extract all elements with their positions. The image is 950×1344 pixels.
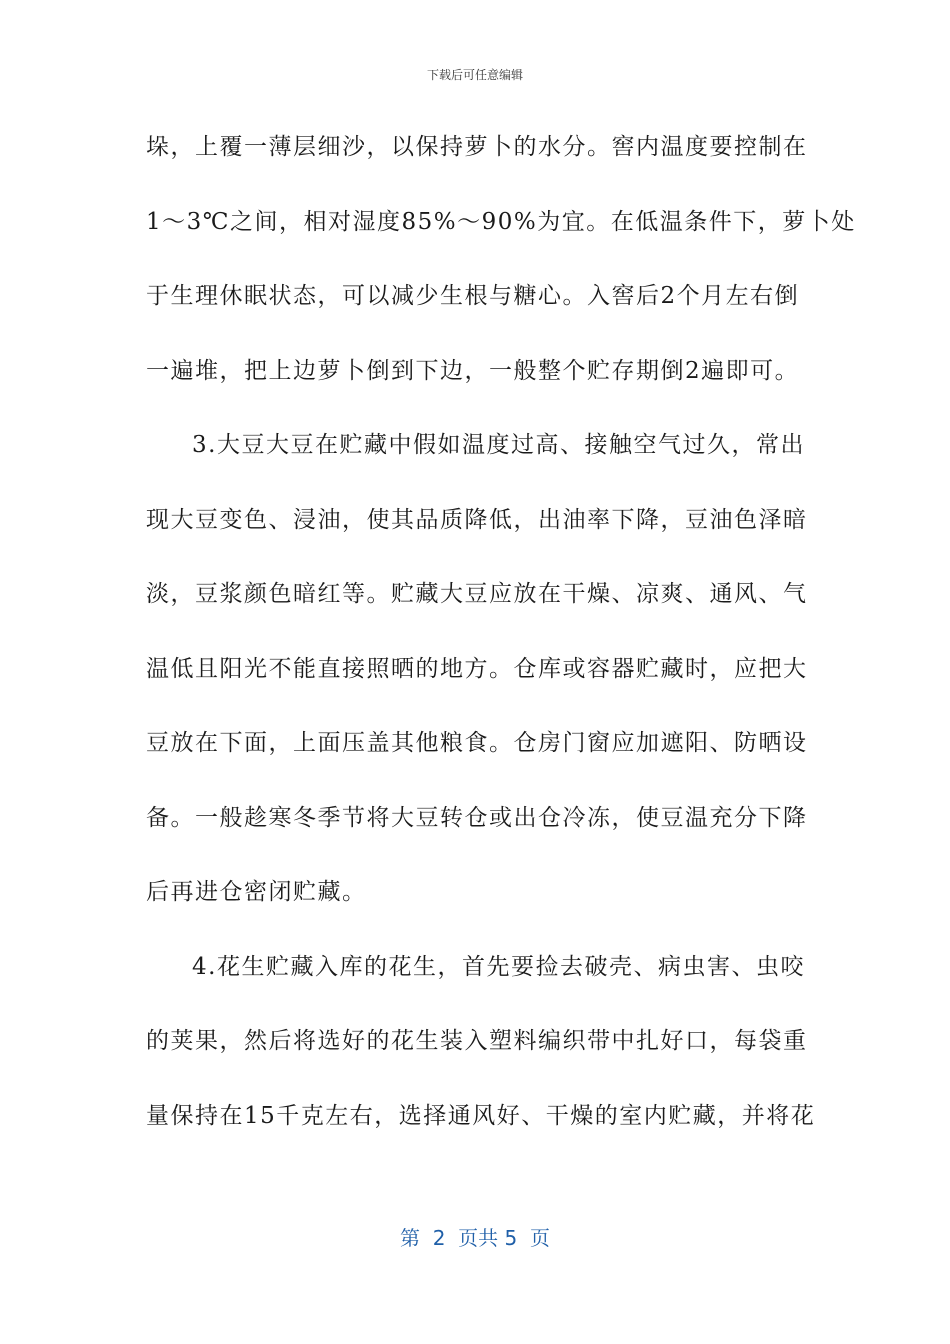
text-line: 垛，上覆一薄层细沙，以保持萝卜的水分。窖内温度要控制在 bbox=[146, 134, 808, 160]
document-body bbox=[146, 121, 856, 1164]
text-line: 的荚果，然后将选好的花生装入塑料编织带中扎好口，每袋重 bbox=[146, 1028, 808, 1054]
text-line: 于生理休眠状态，可以减少生根与糖心。入窖后2个月左右倒 bbox=[146, 283, 800, 309]
text-line: 一遍堆，把上边萝卜倒到下边，一般整个贮存期倒2遍即可。 bbox=[146, 357, 800, 384]
text-line: 1～3℃之间，相对湿度85%～90%为宜。在低温条件下，萝卜处 bbox=[146, 208, 856, 235]
text-line: 后再进仓密闭贮藏。 bbox=[146, 879, 367, 905]
paragraph-start-peanut: 4.花生贮藏入库的花生，首先要捡去破壳、病虫害、虫咬 bbox=[192, 953, 805, 980]
text-line: 量保持在15千克左右，选择通风好、干燥的室内贮藏，并将花 bbox=[146, 1102, 816, 1129]
page-header: 下载后可任意编辑 bbox=[426, 68, 523, 82]
text-line: 备。一般趁寒冬季节将大豆转仓或出仓冷冻，使豆温充分下降 bbox=[146, 804, 808, 831]
text-line: 现大豆变色、浸油，使其品质降低，出油率下降，豆油色泽暗 bbox=[146, 506, 808, 533]
text-line: 温低且阳光不能直接照晒的地方。仓库或容器贮藏时，应把大 bbox=[146, 655, 808, 682]
text-line: 豆放在下面，上面压盖其他粮食。仓房门窗应加遮阳、防晒设 bbox=[146, 730, 808, 756]
paragraph-start-soybean: 3.大豆大豆在贮藏中假如温度过高、接触空气过久，常出 bbox=[192, 432, 805, 458]
page-number-footer: 第 2 页共 5 页 bbox=[400, 1226, 550, 1250]
text-line: 淡，豆浆颜色暗红等。贮藏大豆应放在干燥、凉爽、通风、气 bbox=[146, 581, 808, 607]
